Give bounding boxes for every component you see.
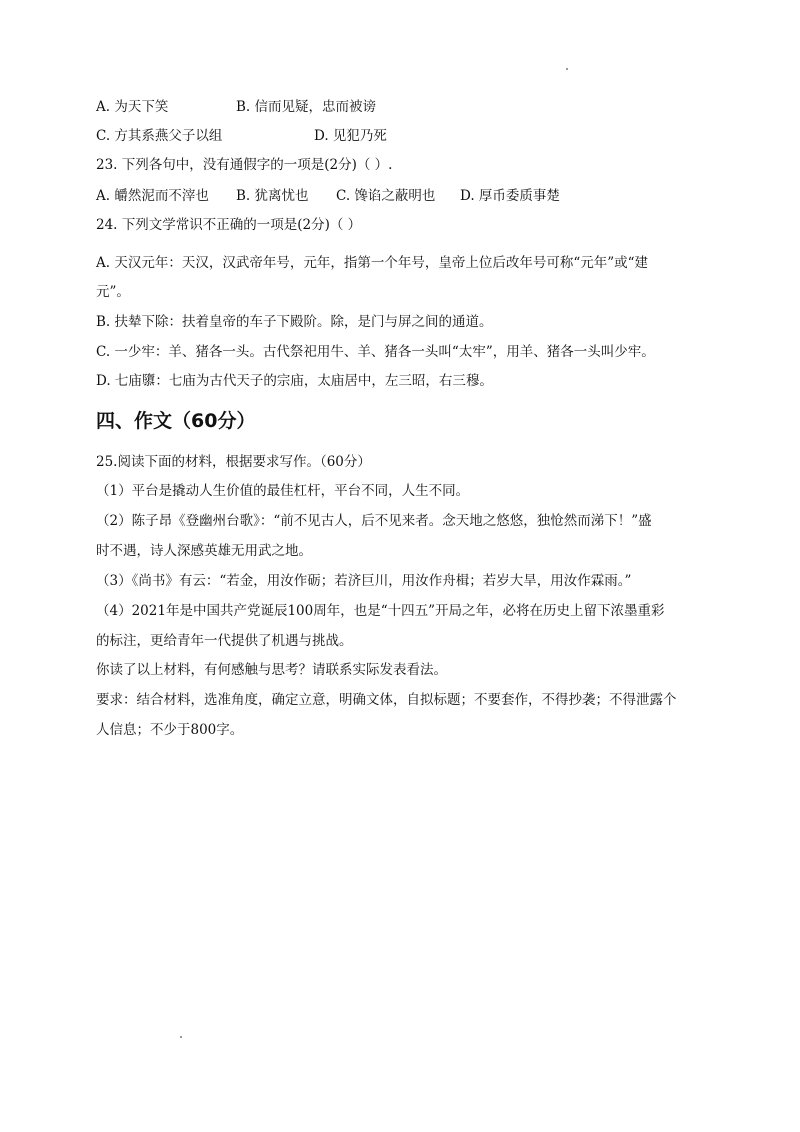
q22-option-d: D. 见犯乃死 xyxy=(314,128,387,144)
q25-stem: 25.阅读下面的材料，根据要求写作。（60分） xyxy=(96,454,371,470)
q25-prompt: 你读了以上材料，有何感触与思考？请联系实际发表看法。 xyxy=(96,662,447,678)
q24-stem: 24. 下列文学常识不正确的一项是(2分)（ ） xyxy=(96,217,362,233)
q24-option-b: B. 扶辇下除：扶着皇帝的车子下殿阶。除，是门与屏之间的通道。 xyxy=(96,314,493,330)
page-dot-top xyxy=(566,68,568,70)
q25-requirement-line1: 要求：结合材料，选准角度，确定立意，明确文体，自拟标题；不要套作，不得抄袭；不得泄露个 xyxy=(96,692,677,708)
q24-option-a-line1: A. 天汉元年：天汉，汉武帝年号，元年，指第一个年号，皇帝上位后改年号可称“元年”或“建 xyxy=(96,255,649,271)
q23-option-a: A. 皭然泥而不滓也 xyxy=(96,188,209,204)
q22-option-b: B. 信而见疑，忠而被谤 xyxy=(236,99,377,115)
q25-material-4-line1: （4）2021年是中国共产党诞辰100周年，也是“十四五”开局之年，必将在历史上留下浓墨重彩 xyxy=(96,603,665,619)
q25-material-2-line1: （2）陈子昂《登幽州台歌》：“前不见古人，后不见来者。念天地之悠悠，独怆然而涕下！”盛 xyxy=(96,513,652,529)
q24-option-d: D. 七庙隳：七庙为古代天子的宗庙，太庙居中，左三昭，右三穆。 xyxy=(96,373,493,389)
q25-material-2-line2: 时不遇，诗人深感英雄无用武之地。 xyxy=(96,543,312,559)
q23-option-b: B. 犹离忧也 xyxy=(236,188,309,204)
q24-option-c: C. 一少牢：羊、猪各一头。古代祭祀用牛、羊、猪各一头叫“太牢”，用羊、猪各一头叫少牢。 xyxy=(96,344,655,360)
page-dot-bottom xyxy=(180,1036,182,1038)
q25-material-4-line2: 的标注，更给青年一代提供了机遇与挑战。 xyxy=(96,633,353,649)
q23-stem: 23. 下列各句中，没有通假字的一项是(2分)（ ）. xyxy=(96,157,393,173)
q22-option-c: C. 方其系燕父子以组 xyxy=(96,128,223,144)
section-heading: 四、作文（60分） xyxy=(96,410,256,432)
q24-option-a-line2: 元”。 xyxy=(96,284,130,300)
q25-material-3: （3）《尚书》有云：“若金，用汝作砺；若济巨川，用汝作舟楫；若岁大旱，用汝作霖雨。” xyxy=(96,573,632,589)
q25-material-1: （1）平台是撬动人生价值的最佳杠杆，平台不同，人生不同。 xyxy=(96,483,470,499)
q25-requirement-line2: 人信息；不少于800字。 xyxy=(96,722,244,738)
q23-option-d: D. 厚币委质事楚 xyxy=(460,188,560,204)
q22-option-a: A. 为天下笑 xyxy=(96,99,169,115)
q23-option-c: C. 馋谄之蔽明也 xyxy=(336,188,436,204)
